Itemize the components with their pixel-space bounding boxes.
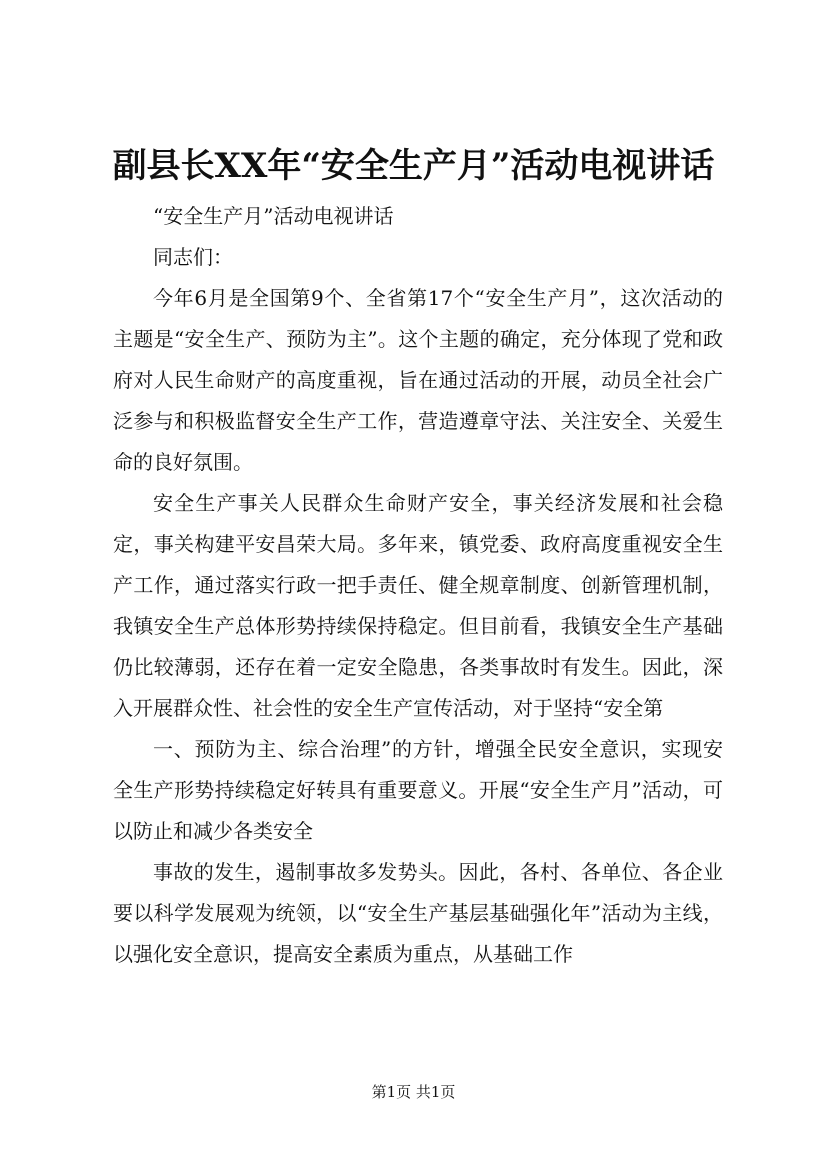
paragraph-salutation: 同志们： [153,245,233,269]
page-number-footer: 第1页 共1页 [371,1083,456,1101]
document-body [113,196,723,975]
paragraph-policy: 一、预防为主、综合治理”的方针，增强全民安全意识，实现安全生产形势持续稳定好转具有重要意义。开展“安全生产月”活动，可以防止和减少各类安全 [113,737,723,843]
paragraph-requirements: 事故的发生，遏制事故多发势头。因此，各村、各单位、各企业要以科学发展观为统领，以“安全生产基层基础强化年”活动为主线，以强化安全意识，提高安全素质为重点，从基础工作 [113,860,723,966]
document-title: 副县长XX年“安全生产月”活动电视讲话 [112,146,715,186]
paragraph-subtitle: “安全生产月”活动电视讲话 [153,204,394,228]
paragraph-theme: 今年6月是全国第9个、全省第17个“安全生产月”，这次活动的主题是“安全生产、预防为主”。这个主题的确定，充分体现了党和政府对人民生命财产的高度重视，旨在通过活动的开展，动员全社会广泛参与和积极监督安全生产工作，营造遵章守法、关注安全、关爱生命的良好氛围。 [113,286,723,474]
paragraph-importance: 安全生产事关人民群众生命财产安全，事关经济发展和社会稳定，事关构建平安昌荣大局。多年来，镇党委、政府高度重视安全生产工作，通过落实行政一把手责任、健全规章制度、创新管理机制，我镇安全生产总体形势持续保持稳定。但目前看，我镇安全生产基础仍比较薄弱，还存在着一定安全隐患，各类事故时有发生。因此，深入开展群众性、社会性的安全生产宣传活动，对于坚持“安全第 [113,491,723,720]
